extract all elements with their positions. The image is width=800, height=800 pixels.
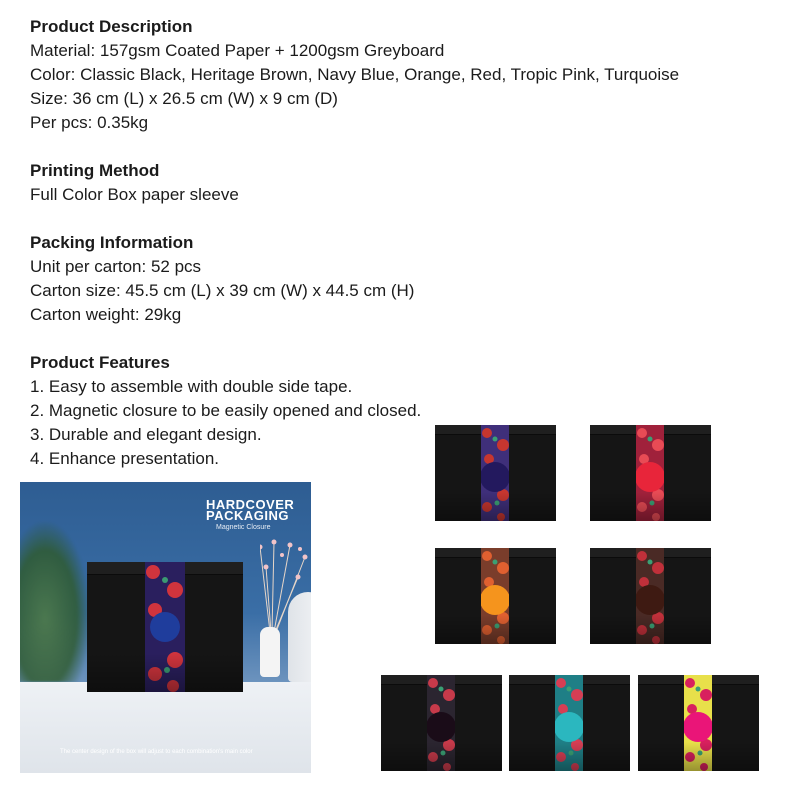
sleeve-center-circle <box>481 585 509 615</box>
sleeve-center-circle <box>427 712 455 742</box>
section-heading: Product Features <box>30 353 170 372</box>
color-variant-box <box>590 425 711 521</box>
feature-item: 4. Enhance presentation. <box>30 449 220 468</box>
product-info <box>30 15 770 495</box>
sleeve-center-circle <box>684 712 712 742</box>
color-variant-box <box>590 548 711 644</box>
vase <box>260 627 280 677</box>
color-line: Color: Classic Black, Heritage Brown, Navy Blue, Orange, Red, Tropic Pink, Turquoise <box>30 65 680 84</box>
section-product-description <box>30 15 770 135</box>
box-shade <box>590 615 711 644</box>
box-shade <box>435 615 556 644</box>
weight-line: Per pcs: 0.35kg <box>30 113 149 132</box>
promo-image <box>20 482 311 773</box>
color-variant-box <box>435 425 556 521</box>
promo-box <box>87 562 243 692</box>
feature-item: 2. Magnetic closure to be easily opened and closed. <box>30 401 422 420</box>
material-line: Material: 157gsm Coated Paper + 1200gsm Greyboard <box>30 41 445 60</box>
carton-weight-line: Carton weight: 29kg <box>30 305 182 324</box>
section-heading: Packing Information <box>30 233 194 252</box>
box-shade <box>87 653 243 692</box>
printing-line: Full Color Box paper sleeve <box>30 185 239 204</box>
section-heading: Printing Method <box>30 161 160 180</box>
promo-title <box>206 499 294 521</box>
feature-item: 1. Easy to assemble with double side tape. <box>30 377 353 396</box>
sleeve-center-circle <box>481 462 509 492</box>
smart-speaker <box>288 592 311 682</box>
sleeve-center-circle <box>636 585 664 615</box>
color-variant-box <box>435 548 556 644</box>
box-shade <box>590 492 711 521</box>
box-shade <box>435 492 556 521</box>
sleeve-center-circle <box>150 612 180 642</box>
color-variant-box <box>638 675 759 771</box>
section-packing-information <box>30 231 770 327</box>
sleeve-center-circle <box>555 712 583 742</box>
section-heading: Product Description <box>30 17 193 36</box>
box-shade <box>638 742 759 771</box>
section-printing-method <box>30 159 770 207</box>
color-variant-box <box>509 675 630 771</box>
feature-item: 3. Durable and elegant design. <box>30 425 262 444</box>
plant-decoration <box>20 522 90 682</box>
promo-caption: The center design of the box will adjust to each combination's main color <box>60 749 253 755</box>
size-line: Size: 36 cm (L) x 26.5 cm (W) x 9 cm (D) <box>30 89 338 108</box>
table-surface <box>20 682 311 773</box>
unit-per-carton-line: Unit per carton: 52 pcs <box>30 257 202 276</box>
box-shade <box>509 742 630 771</box>
carton-size-line: Carton size: 45.5 cm (L) x 39 cm (W) x 44.5 cm (H) <box>30 281 415 300</box>
promo-subtitle: Magnetic Closure <box>216 524 271 531</box>
box-shade <box>381 742 502 771</box>
promo-title-line: HARDCOVER <box>206 497 295 512</box>
promo-title-line: PACKAGING <box>206 508 289 523</box>
sleeve-center-circle <box>636 462 664 492</box>
color-variant-box <box>381 675 502 771</box>
